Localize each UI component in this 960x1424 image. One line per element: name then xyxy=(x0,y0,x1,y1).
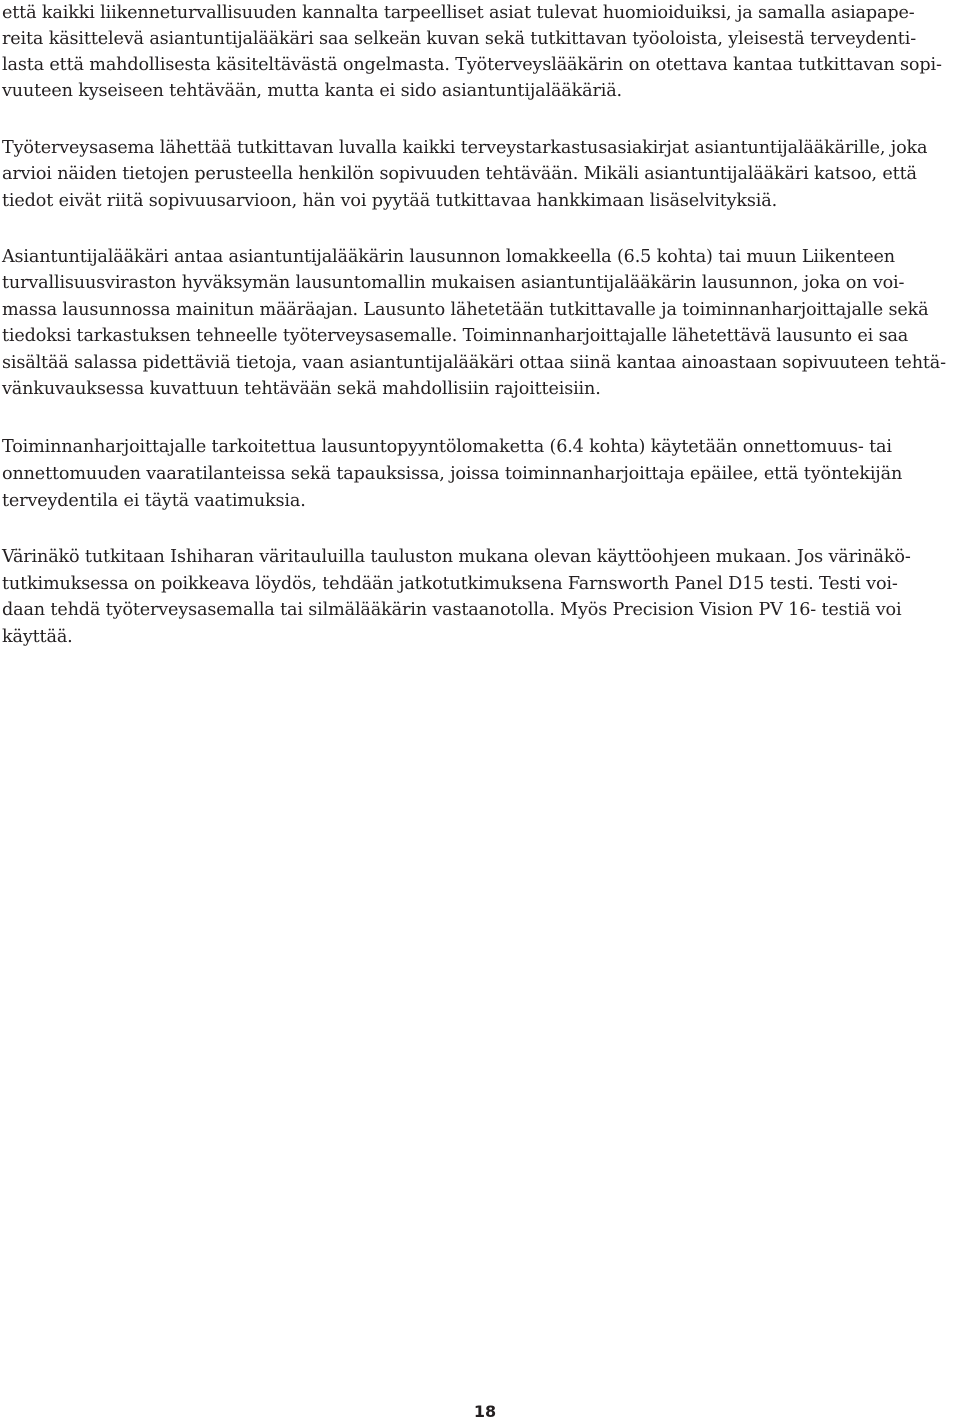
text-line: vänkuvauksessa kuvattuun tehtävään sekä mahdollisiin rajoitteisiin. xyxy=(2,379,601,399)
text-line: Värinäkö tutkitaan Ishiharan väritauluilla tauluston mukana olevan käyttöohjeen mukaan. Jos värinäkö- xyxy=(2,547,911,567)
text-line: vuuteen kyseiseen tehtävään, mutta kanta ei sido asiantuntijalääkäriä. xyxy=(2,81,622,101)
text-line: tutkimuksessa on poikkeava löydös, tehdään jatkotutkimuksena Farnsworth Panel D15 testi. Testi voi- xyxy=(2,574,898,594)
page-number: 18 xyxy=(473,1402,497,1421)
text-line: onnettomuuden vaaratilanteissa sekä tapauksissa, joissa toiminnanharjoittaja epäilee, että työntekijän xyxy=(2,464,903,484)
text-line: käyttää. xyxy=(2,627,73,647)
text-line: lasta että mahdollisesta käsiteltävästä ongelmasta. Työterveyslääkärin on otettava kantaa tutkittavan sopi- xyxy=(2,55,942,75)
text-line: että kaikki liikenneturvallisuuden kannalta tarpeelliset asiat tulevat huomioiduiksi, ja samalla asiapape- xyxy=(2,3,915,23)
text-line: sisältää salassa pidettäviä tietoja, vaan asiantuntijalääkäri ottaa siinä kantaa ainoastaan sopivuuteen tehtä- xyxy=(2,353,946,373)
text-line: turvallisuusviraston hyväksymän lausuntomallin mukaisen asiantuntijalääkärin lausunnon, joka on voi- xyxy=(2,273,905,293)
text-line: arvioi näiden tietojen perusteella henkilön sopivuuden tehtävään. Mikäli asiantuntijalääkäri katsoo, että xyxy=(2,164,917,184)
text-line: reita käsittelevä asiantuntijalääkäri saa selkeän kuvan sekä tutkittavan työoloista, yleisestä terveydenti- xyxy=(2,29,916,49)
text-line: tiedoksi tarkastuksen tehneelle työterveysasemalle. Toiminnanharjoittajalle lähetettävä lausunto ei saa xyxy=(2,326,909,346)
text-line: Työterveysasema lähettää tutkittavan luvalla kaikki terveystarkastusasiakirjat asiantuntijalääkärille, joka xyxy=(2,138,928,158)
text-line: massa lausunnossa mainitun määräajan. Lausunto lähetetään tutkittavalle ja toiminnanharjoittajalle sekä xyxy=(2,300,929,320)
text-line: tiedot eivät riitä sopivuusarvioon, hän voi pyytää tutkittavaa hankkimaan lisäselvityksiä. xyxy=(2,191,778,211)
text-line: Toiminnanharjoittajalle tarkoitettua lausuntopyyntölomaketta (6.4 kohta) käytetään onnettomuus- tai xyxy=(2,437,892,457)
text-line: Asiantuntijalääkäri antaa asiantuntijalääkärin lausunnon lomakkeella (6.5 kohta) tai muun Liikenteen xyxy=(2,247,895,267)
text-line: terveydentila ei täytä vaatimuksia. xyxy=(2,491,306,511)
text-line: daan tehdä työterveysasemalla tai silmälääkärin vastaanotolla. Myös Precision Vision PV 16- testiä voi xyxy=(2,600,902,620)
